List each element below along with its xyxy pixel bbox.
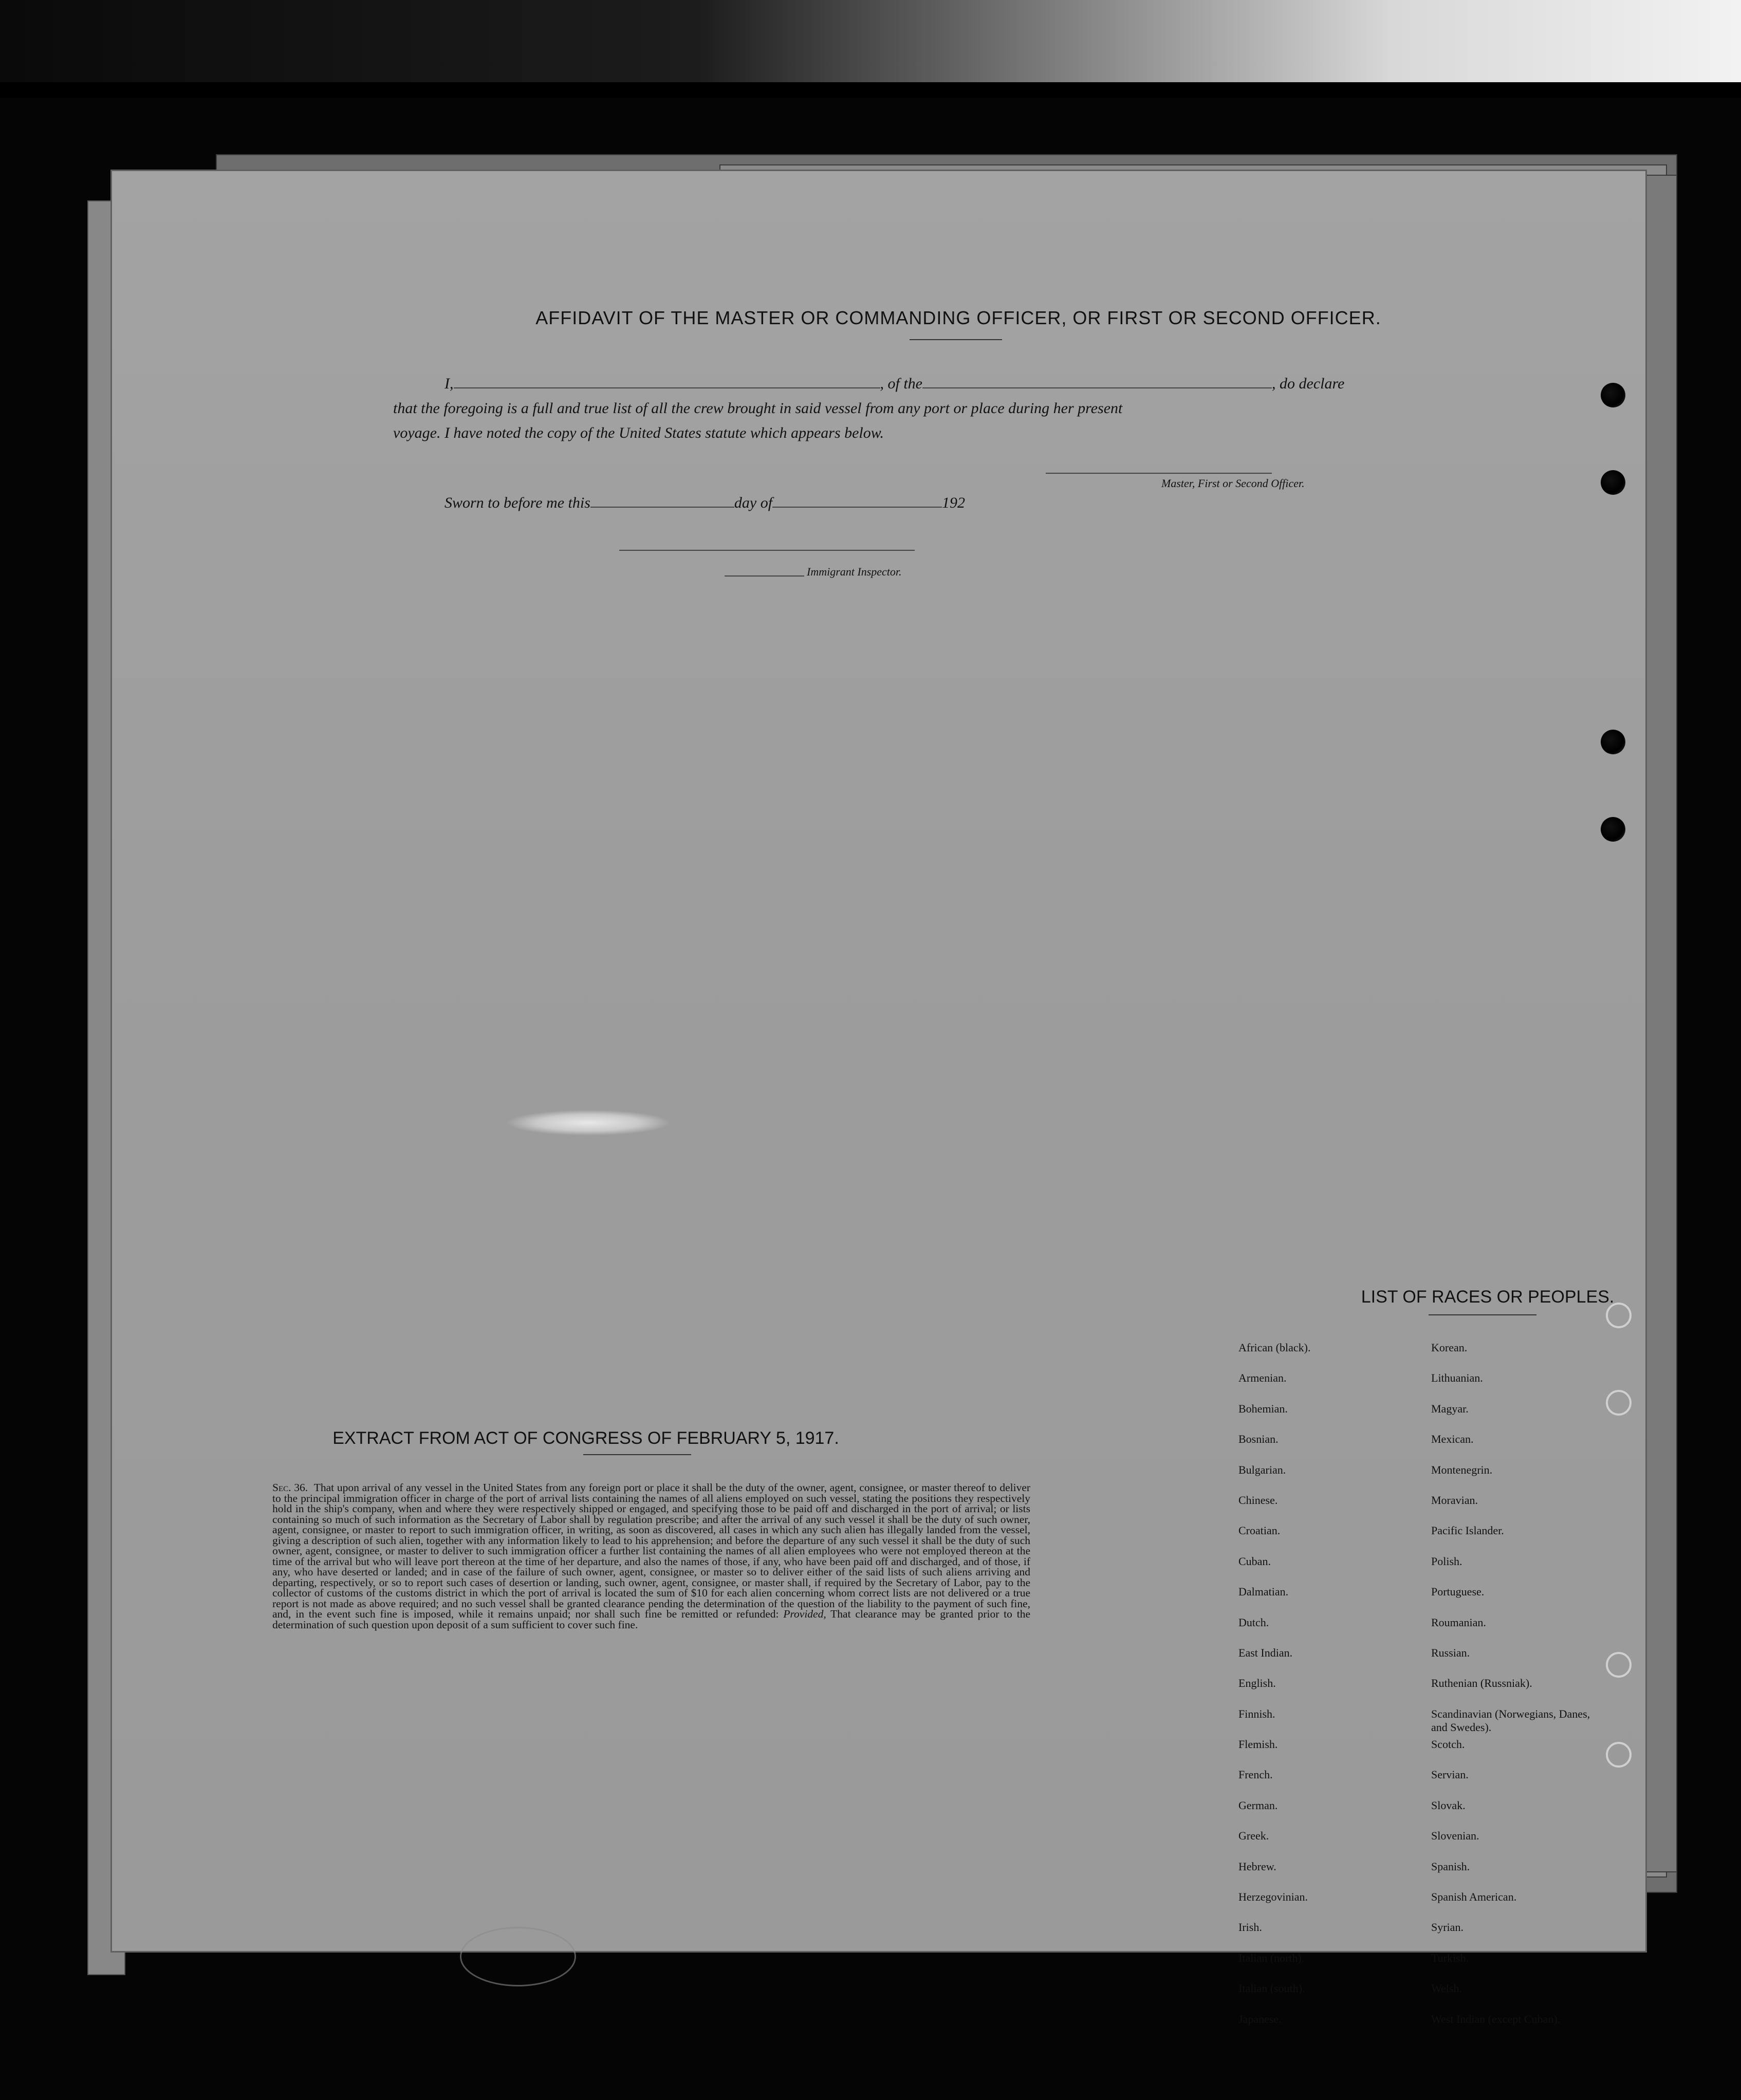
year-prefix: 192 [942,494,966,511]
list-item: Finnish. [1238,1707,1275,1720]
list-item: West Indian (except Cuban). [1431,2012,1561,2025]
list-item: Ruthenian (Russniak). [1431,1677,1532,1690]
faint-stamp [460,1927,576,1986]
list-item: Japanese. [1238,2012,1282,2025]
list-item: Pacific Islander. [1431,1524,1504,1537]
vessel-blank [922,387,1272,388]
statute-text [272,1482,1030,1630]
list-item: Bulgarian. [1238,1463,1286,1476]
affidavit-do-declare: , do declare [1272,375,1345,392]
inspector-label: Immigrant Inspector. [807,565,902,578]
list-item: Dalmatian. [1238,1585,1289,1599]
list-item: Lithuanian. [1431,1371,1483,1385]
inspector-label-rule [725,575,804,577]
list-item: Moravian. [1431,1493,1478,1507]
list-item: Dutch. [1238,1615,1269,1629]
inspector-signature-line [619,550,915,551]
list-item: Montenegrin. [1431,1463,1493,1476]
list-item: Chinese. [1238,1493,1278,1507]
master-label: Master, First or Second Officer. [1161,477,1305,490]
list-item: Slovak. [1431,1798,1466,1812]
races-heading: LIST OF RACES OR PEOPLES. [1361,1287,1615,1307]
list-item: Cuban. [1238,1554,1271,1568]
list-item: Turkish. [1431,1951,1469,1964]
races-list-left [1238,1341,1444,2043]
scanner-edge [0,82,1741,98]
list-item: Herzegovinian. [1238,1890,1308,1904]
affidavit-of-the: , of the [880,375,922,392]
list-item: East Indian. [1238,1646,1293,1659]
list-item: Magyar. [1431,1402,1469,1415]
list-item: Scotch. [1431,1738,1465,1751]
list-item: Mexican. [1431,1433,1474,1446]
list-item: Italian (north). [1238,1951,1305,1964]
list-item: Spanish American. [1431,1890,1517,1904]
list-item: Italian (south). [1238,1982,1305,1995]
divider [1429,1314,1536,1315]
scanner-background [0,0,1741,87]
provided-term: Provided, [783,1608,826,1620]
list-item: Russian. [1431,1646,1470,1659]
list-item: Armenian. [1238,1371,1287,1385]
day-blank [590,507,734,508]
month-blank [772,507,942,508]
affidavit-line-1 [444,375,1344,393]
paper-stain [506,1110,671,1136]
list-item: Croatian. [1238,1524,1281,1537]
punch-hole-ring [1606,1652,1632,1678]
list-item: Bosnian. [1238,1433,1279,1446]
list-item: Welsh. [1431,1982,1462,1995]
punch-hole-ring [1606,1742,1632,1768]
affidavit-i: I, [444,375,454,392]
statute-text-part-a: That upon arrival of any vessel in the United States from any foreign port or place it shall be the duty of the owner, agent, consignee, or master thereof to deliver to the principal immigration officer in charge of the port of arrival lists containing the names of all aliens employed on such vessel, stating the positions they respectively hold in the ship's company, when and where they were respectively shipped or engaged, and specifying those to be paid off and discharged in the port of arrival; or lists containing so much of such information as the Secretary of Labor shall by regulation prescribe; and after the arrival of any such vessel it shall be the duty of such owner, agent, consignee, or master to report to such immigration officer, in writing, as soon as discovered, all cases in which any such alien has illegally landed from the vessel, giving a description of such alien, together with any information likely to lead to his apprehension; and before the departure of any such vessel it shall be the duty of such owner, agent, consignee, or master to deliver to such immigration officer a further list containing the names of all alien employees who were not employed thereon at the time of the arrival but who will leave port thereon at the time of her departure, and also the names of those, if any, who have been paid off and discharged, and of those, if any, who have deserted or landed; and in case of the failure of such owner, agent, consignee, or master so to deliver either of the said lists of such aliens arriving and departing, respectively, or so to report such cases of desertion or landing, such owner, agent, consignee, or master shall, if required by the Secretary of Labor, pay to the collector of customs of the customs district in which the port of arrival is located the sum of $10 for each alien concerning whom correct lists are not delivered or a true report is not made as above required; and no such vessel shall be granted clearance pending the determination of the question of the liability to the payment of such fine, and, in the event such fine is imposed, while it remains unpaid; nor shall such fine be remitted or refunded: [272,1481,1031,1620]
name-blank [454,387,880,388]
races-list-right [1431,1341,1637,2043]
extract-heading: EXTRACT FROM ACT OF CONGRESS OF FEBRUARY 5, 1917. [332,1428,839,1448]
punch-hole [1601,730,1625,754]
list-item: Slovenian. [1431,1829,1479,1843]
punch-hole-ring [1606,1390,1632,1416]
list-item: African (black). [1238,1341,1311,1354]
section-label: Sec. 36. [272,1481,308,1494]
list-item: German. [1238,1798,1278,1812]
list-item: Portuguese. [1431,1585,1485,1599]
sworn-text: Sworn to before me this [444,494,590,511]
day-of: day of [734,494,773,511]
document-page [110,170,1647,2025]
list-item: Spanish. [1431,1860,1470,1873]
affidavit-line-2: that the foregoing is a full and true list of all the crew brought in said vessel from any port or place during her present [393,400,1123,417]
list-item: Irish. [1238,1921,1262,1934]
punch-hole [1601,383,1625,407]
bleed-through-text [254,262,1642,294]
list-item: Scandinavian (Norwegians, Danes, and Swedes). [1431,1707,1590,1734]
list-item: Syrian. [1431,1921,1464,1934]
punch-hole-ring [1606,1303,1632,1328]
list-item: Flemish. [1238,1738,1278,1751]
list-item: Servian. [1431,1768,1469,1781]
list-item: Polish. [1431,1554,1462,1568]
sworn-line [444,494,965,512]
punch-hole [1601,817,1625,842]
divider [910,339,1002,340]
list-item: Roumanian. [1431,1615,1486,1629]
list-item: Korean. [1431,1341,1468,1354]
punch-hole [1601,470,1625,495]
affidavit-heading: AFFIDAVIT OF THE MASTER OR COMMANDING OFFICER, OR FIRST OR SECOND OFFICER. [535,307,1381,328]
master-signature-line [1046,473,1272,474]
list-item: Greek. [1238,1829,1269,1843]
list-item: Hebrew. [1238,1860,1276,1873]
list-item: Bohemian. [1238,1402,1288,1415]
list-item: French. [1238,1768,1273,1781]
statute-text-part-b: That clearance may be granted prior to the determination of such question upon deposit of a sum sufficient to cover such fine. [272,1608,1030,1631]
list-item: English. [1238,1677,1276,1690]
affidavit-line-3: voyage. I have noted the copy of the United States statute which appears below. [393,424,884,441]
divider [583,1454,691,1455]
